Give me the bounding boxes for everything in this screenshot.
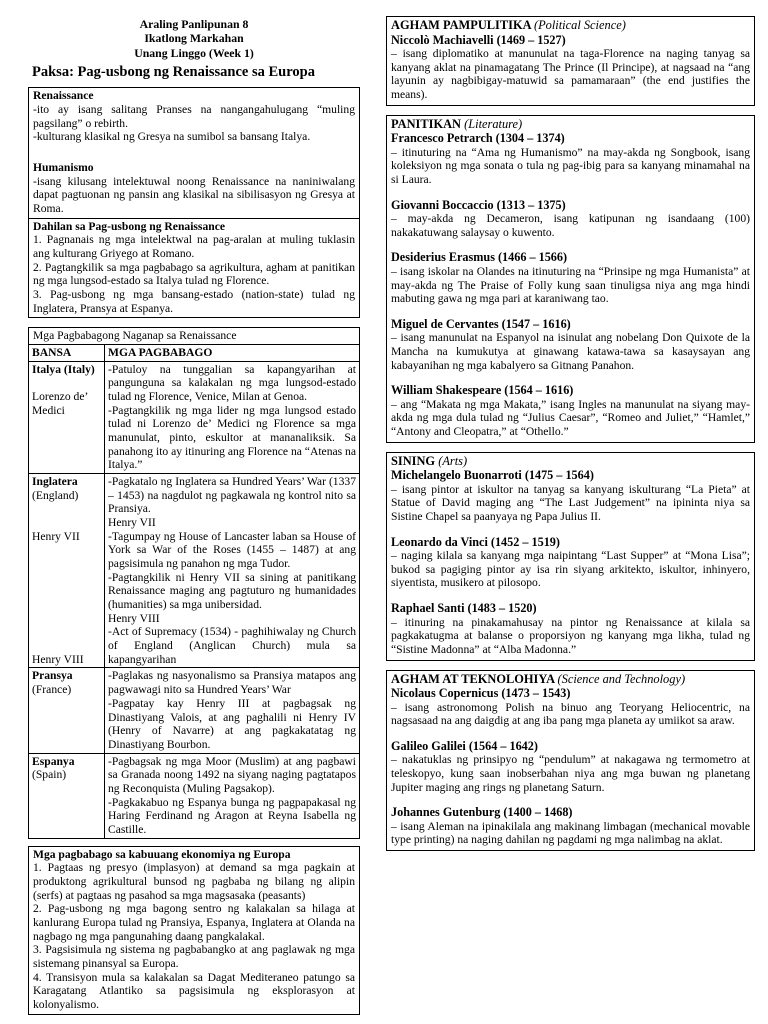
arts-box	[386, 452, 755, 661]
literature-box	[386, 115, 755, 443]
quarter-label: Ikatlong Markahan	[144, 31, 244, 46]
country-note	[32, 571, 101, 585]
table-header-row	[29, 345, 360, 362]
country-note: Henry VIII	[32, 652, 84, 666]
causes-title: Dahilan sa Pag-usbong ng Renaissance	[33, 219, 225, 233]
country-name: Pransya	[32, 669, 73, 683]
section-title: AGHAM PAMPULITIKA (Political Science)	[391, 18, 626, 32]
country-note	[32, 584, 101, 598]
country-note: (Spain)	[32, 768, 67, 782]
changes-cell: -Patuloy na tunggalian sa kapangyarihan at pangunguna sa kalakalan ng mga lungsod-estado tulad ng Florence, Venice, Milan at Genoa. -Pagtangkilik ng mga lider ng mga lungsod estado tulad ni Lorenzo de’ Medici ng Florence sa mga manunulat, pinto, eskultor at mananaliksik. Sa panahong ito ay itinuring ang Florence na “Atenas na Italya.”	[105, 361, 360, 473]
section-title: PANITIKAN (Literature)	[391, 116, 523, 131]
country-note	[32, 625, 101, 639]
renaissance-title: Renaissance	[33, 89, 94, 103]
person-name: Leonardo da Vinci (1452 – 1519)	[391, 534, 560, 549]
person-description: – naging kilala sa kanyang mga naipintang “Last Supper” at “Mona Lisa”; bukod sa pagiging pintor ay isa rin siyang arkitekto, iskultor, inhinyero, siyentista, musikero at pilosopo.	[391, 549, 750, 590]
country-note	[32, 612, 101, 626]
subject-title: Araling Panlipunan 8	[139, 17, 249, 31]
causes-box	[28, 219, 360, 319]
table-row	[29, 753, 360, 838]
economy-title: Mga pagbabago sa kabuuang ekonomiya ng Europa	[33, 847, 291, 861]
country-note: Henry VII	[32, 529, 80, 543]
person-name: Francesco Petrarch (1304 – 1374)	[391, 131, 565, 146]
economy-item: 4. Transisyon mula sa kalakalan sa Dagat Mediteraneo patungo sa Karagatang Atlantiko sa pagsisimula ng eksplorasyon at kolonyalismo.	[33, 970, 355, 1011]
section-title: AGHAM AT TEKNOLOHIYA (Science and Technology)	[391, 671, 686, 686]
renaissance-definition-2: -kulturang klasikal ng Gresya na sumibol sa bansang Italya.	[33, 130, 311, 144]
person-name: William Shakespeare (1564 – 1616)	[391, 383, 574, 398]
changes-table-title: Mga Pagbabagong Naganap sa Renaissance	[28, 327, 360, 344]
table-row	[29, 668, 360, 753]
person-name: Johannes Gutenburg (1400 – 1468)	[391, 805, 573, 820]
person-name: Niccolò Machiavelli (1469 – 1527)	[391, 32, 566, 47]
topic-title: Paksa: Pag-usbong ng Renaissance sa Europa	[32, 64, 315, 81]
person-description: – ang “Makata ng mga Makata,” isang Ingles na manunulat na siyang may-akda ng mga dula tulad ng “Julius Caesar”, “Romeo and Juliet,” “Hamlet,” “Antony and Cleopatra,” at “Othello.”	[391, 397, 750, 439]
person-description: – itinuring na pinakamahusay na pintor ng Renaissance at kilala sa pagkakatugma at balanse o proporsiyon ng kanyang mga likha, tulad ng “Sistine Madonna” at “Alba Madonna.”	[391, 615, 750, 656]
cause-item: 1. Pagnanais ng mga intelektwal na pag-aralan at muling tuklasin ang kulturang Griyego at Romano.	[33, 233, 355, 260]
left-column	[28, 0, 360, 1015]
cause-item: 3. Pag-usbong ng mga bansang-estado (nation-state) tulad ng Inglatera, Pransya at Espanya.	[33, 288, 355, 315]
person-name: Galileo Galilei (1564 – 1642)	[391, 738, 538, 753]
country-note	[32, 557, 101, 571]
changes-cell: -Pagkatalo ng Inglatera sa Hundred Years’ War (1337 – 1453) na nagdulot ng pagkawala ng kontrol nito sa Pransiya. Henry VII -Tagumpay ng House of Lancaster laban sa House of York sa War of the Roses (1455 – 1487) at ang pagsisimula ng panahon ng mga Tudor. -Pagtangkilik ni Henry VII sa sining at panitikang Renaissance maging ang pagtuturo ng humanidades (humanities) sa mga unibersidad. Henry VIII -Act of Supremacy (1534) - paghihiwalay ng Church of England (Anglican Church) mula sa kapangyarihan	[105, 474, 360, 668]
person-description: – isang diplomatiko at manunulat na taga-Florence na naging tanyag sa kanyang aklat na pinamagatang The Prince (Il Principe), at nagsaad na “ang layunin ay nagbibigay-matuwid sa pamamaraan” (the end justifies the means).	[391, 47, 750, 102]
humanismo-title: Humanismo	[33, 160, 94, 174]
week-label: Unang Linggo (Week 1)	[134, 45, 254, 60]
person-name: Giovanni Boccaccio (1313 – 1375)	[391, 197, 566, 212]
humanismo-definition: -isang kilusang intelektuwal noong Renaissance na naniniwalang dapat pagtuonan ng pansin ang klasikal na sibilisasyon ng Gresya at Roma.	[33, 174, 355, 215]
person-description: – may-akda ng Decameron, isang katipunan ng isandaang (100) nakakatuwang salaysay o kuwento.	[391, 212, 750, 239]
country-note: Lorenzo de’ Medici	[32, 390, 88, 417]
person-description: – isang astronomong Polish na binuo ang Teoryang Heliocentric, na nagsasaad na ang daigdig at ang iba pang mga planeta ay umiikot sa araw.	[391, 700, 750, 728]
person-description: – isang pintor at iskultor na tanyag sa kanyang iskulturang “La Pieta” at Statue of David maging ang “The Last Judgement” na ipininta niya sa Sistine Chapel sa paanyaya ng Papa Julius II.	[391, 482, 750, 524]
political-science-box	[386, 16, 755, 106]
country-name: Espanya	[32, 754, 75, 768]
country-note: (France)	[32, 683, 72, 697]
country-note	[32, 543, 101, 557]
person-name: Nicolaus Copernicus (1473 – 1543)	[391, 686, 571, 701]
definitions-box	[28, 87, 360, 218]
country-cell	[29, 668, 105, 753]
country-note: (England)	[32, 488, 79, 502]
country-cell	[29, 361, 105, 473]
renaissance-definition: -ito ay isang salitang Pranses na nangangahulugang “muling pagsilang” o rebirth.	[33, 102, 355, 130]
country-note	[32, 516, 101, 530]
economy-item: 1. Pagtaas ng presyo (implasyon) at demand sa mga pagkain at produktong agrikultural bunsod ng pagbaba ng bilang ng alipin (serfs) at pagtaas ng pasahod sa mga magsasaka (peasants)	[33, 861, 355, 902]
table-row	[29, 361, 360, 473]
document-header	[28, 17, 360, 60]
person-name: Desiderius Erasmus (1466 – 1566)	[391, 250, 568, 265]
changes-cell: -Paglakas ng nasyonalismo sa Pransiya matapos ang pagwawagi nito sa Hundred Years’ War -Pagpatay kay Henry III at pagbagsak ng Dinastiyang Valois, at ang paghalili ni Henry IV (Henry of Navarre) at ang pagkakatatag ng Dinastiyang Bourbon.	[105, 668, 360, 753]
country-note	[32, 502, 101, 516]
changes-table	[28, 344, 360, 839]
country-name: Italya (Italy)	[32, 362, 95, 376]
economy-item: 3. Pagsisimula ng sistema ng pagbabangko at ang paglawak ng mga sistemang pinansyal sa Europa.	[33, 943, 355, 970]
person-name: Michelangelo Buonarroti (1475 – 1564)	[391, 468, 594, 483]
person-name: Raphael Santi (1483 – 1520)	[391, 601, 537, 616]
science-technology-box	[386, 670, 755, 852]
changes-cell: -Pagbagsak ng mga Moor (Muslim) at ang pagbawi sa Granada noong 1492 na siyang naging pagtatapos ng Reconquista (Muling Pagsakop). -Pagkakabuo ng Espanya bunga ng pagpapakasal ng Haring Ferdinand ng Aragon at Reyna Isabella ng Castille.	[105, 753, 360, 838]
cause-item: 2. Pagtangkilik sa mga pagbabago sa agrikultura, agham at panitikan ng mga lungsod-estado sa Italya tulad ng Florence.	[33, 260, 355, 288]
person-description: – itinuturing na “Ama ng Humanismo” na may-akda ng Songbook, isang koleksiyon ng mga sonata o tula ng pag-ibig para sa kanyang minamahal na si Laura.	[391, 145, 750, 187]
country-note	[32, 639, 101, 653]
country-note	[32, 376, 101, 390]
section-title: SINING (Arts)	[391, 453, 468, 468]
country-cell	[29, 753, 105, 838]
changes-table-wrap	[28, 327, 360, 838]
table-row	[29, 474, 360, 668]
right-column	[386, 16, 755, 860]
person-description: – isang Aleman na ipinakilala ang makinang limbagan (mechanical movable type printing) na naging dahilan ng pagdami ng mga nalimbag na aklat.	[391, 819, 750, 847]
person-name: Miguel de Cervantes (1547 – 1616)	[391, 316, 571, 331]
person-description: – nakatuklas ng prinsipyo ng “pendulum” at nakagawa ng termometro at teleskopyo, kung saan inobserbahan niya ang mga buwan ng planetang Jupiter maging ang rings ng planetang Saturn.	[391, 753, 750, 794]
economy-item: 2. Pag-usbong ng mga bagong sentro ng kalakalan sa hilaga at kanlurang Europa tulad ng Pransiya, Espanya, Inglatera at Olanda na nagbago ng mga pangunahing daang pangkalakal.	[33, 902, 355, 943]
country-name: Inglatera	[32, 475, 78, 489]
country-note	[32, 598, 101, 612]
person-description: – isang iskolar na Olandes na itinuturing na “Prinsipe ng mga Humanista” at may-akda ng The Praise of Folly kung saan tinuligsa niya ang mga hindi mabuting gawa ng mga pari at karaniwang tao.	[391, 264, 750, 306]
person-description: – isang manunulat na Espanyol na isinulat ang nobelang Don Quixote de la Mancha na kumukutya at ginawang katawa-tawa sa kasaysayan ang kabayanihan ng mga kabalyero sa Gitnang Panahon.	[391, 331, 750, 372]
column-header: BANSA	[29, 345, 105, 362]
country-cell	[29, 474, 105, 668]
column-header: MGA PAGBABAGO	[105, 345, 360, 362]
economy-box	[28, 846, 360, 1015]
